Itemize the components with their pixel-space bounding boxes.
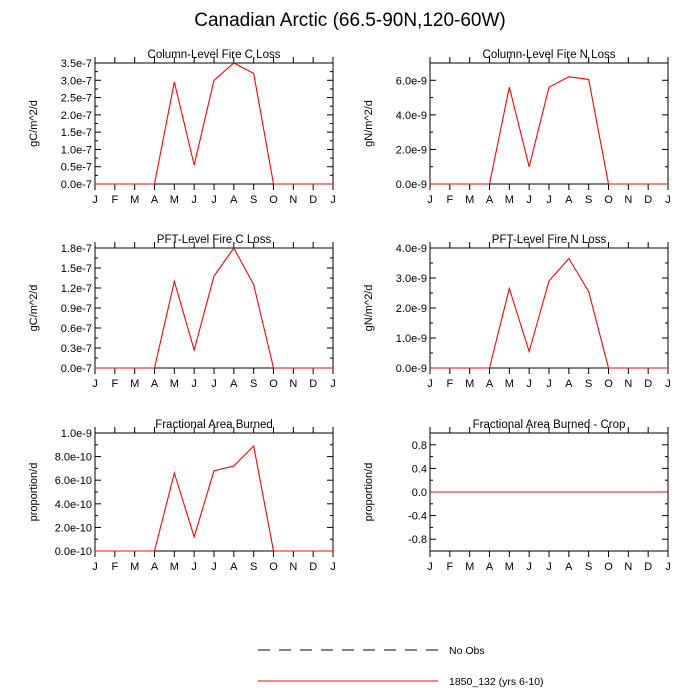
x-tick-label: J [665,194,671,206]
chart-title: PFT-Level Fire C Loss [156,234,272,246]
x-tick-label: D [309,194,318,206]
y-tick-label: 1.2e-7 [60,283,92,295]
x-tick-label: J [92,561,98,573]
y-tick-label: 6.0e-10 [54,475,92,488]
x-tick-label: D [309,561,318,573]
y-tick-label: -0.4 [408,510,427,523]
y-axis-label: gN/m^2/d [363,284,375,332]
x-tick-label: J [546,561,552,573]
x-tick-label: J [191,561,197,573]
y-tick-label: 0.0 [411,487,427,499]
y-tick-label: 0.6e-7 [60,323,92,335]
x-tick-label: M [504,378,514,390]
x-tick-label: M [130,194,140,206]
x-tick-label: O [604,561,613,573]
y-tick-label: 0.0e-7 [60,179,92,191]
x-tick-label: O [604,378,613,390]
y-tick-label: 1.0e-9 [60,428,92,440]
y-tick-label: 2.0e-9 [395,144,427,157]
x-tick-label: A [230,378,238,390]
y-tick-label: 0.8 [411,439,427,452]
y-tick-label: 0.9e-7 [60,303,92,315]
y-tick-label: 2.5e-7 [60,92,92,105]
y-tick-label: -0.8 [408,534,427,547]
x-tick-label: M [169,378,179,390]
chart-title: PFT-Level Fire N Loss [491,234,607,246]
x-tick-label: J [330,561,336,573]
chart-panel-2 [363,49,671,206]
x-tick-label: M [169,194,179,206]
series-line-1 [95,63,333,184]
x-tick-label: A [485,194,494,206]
x-tick-label: N [289,194,298,206]
y-tick-label: 2.0e-10 [54,522,92,535]
x-tick-label: J [211,378,217,390]
x-tick-label: J [546,194,552,206]
x-tick-label: A [230,194,238,206]
chart-panel-3 [28,234,336,390]
x-tick-label: S [249,561,258,573]
figure-title: Canadian Arctic (66.5-90N,120-60W) [194,10,506,31]
plot-frame [95,433,333,551]
x-tick-label: J [665,561,671,573]
x-tick-label: M [504,194,514,206]
x-tick-label: M [465,561,475,573]
x-tick-label: M [169,561,179,573]
y-axis-label: gC/m^2/d [28,284,40,332]
legend [258,645,544,688]
chart-title: Fractional Area Burned - Crop [472,419,626,431]
chart-title: Fractional Area Burned [155,419,273,431]
x-tick-label: N [289,378,298,390]
y-tick-label: 2.0e-9 [395,303,427,315]
chart-panel-4 [363,234,671,390]
x-tick-label: M [504,561,514,573]
x-tick-label: J [211,561,217,573]
y-tick-label: 1.0e-7 [60,144,92,157]
series-line-1 [430,259,668,369]
y-tick-label: 2.0e-7 [60,109,92,122]
y-tick-label: 1.0e-9 [395,333,427,345]
chart-panel-1 [28,49,336,206]
y-tick-label: 0.3e-7 [60,343,92,355]
plot-frame [95,248,333,368]
x-tick-label: J [211,194,217,206]
x-tick-label: N [624,378,633,390]
x-tick-label: A [485,378,494,390]
plot-frame [430,248,668,368]
x-tick-label: F [446,378,454,390]
y-tick-label: 4.0e-9 [395,243,427,255]
x-tick-label: J [427,194,433,206]
x-tick-label: J [92,194,98,206]
x-tick-label: J [330,194,336,206]
y-axis-label: gN/m^2/d [363,100,375,147]
y-tick-label: 0.0e-10 [54,546,92,558]
x-tick-label: O [269,561,278,573]
y-tick-label: 0.0e-9 [395,363,427,375]
x-tick-label: J [191,194,197,206]
y-tick-label: 4.0e-10 [54,498,92,511]
x-tick-label: F [111,561,119,573]
x-tick-label: A [230,561,238,573]
x-tick-label: D [644,194,653,206]
y-tick-label: 3.5e-7 [60,58,92,70]
y-axis-label: proportion/d [28,462,40,522]
x-tick-label: S [249,378,258,390]
x-tick-label: A [565,378,573,390]
x-tick-label: J [546,378,552,390]
y-tick-label: 8.0e-10 [54,451,92,464]
y-tick-label: 3.0e-7 [60,75,92,88]
x-tick-label: F [111,378,119,390]
x-tick-label: N [289,561,298,573]
x-tick-label: N [624,194,633,206]
x-tick-label: A [565,561,573,573]
y-tick-label: 1.5e-7 [60,263,92,275]
x-tick-label: O [269,378,278,390]
x-tick-label: O [604,194,613,206]
chart-panel-6 [363,419,671,573]
x-tick-label: S [584,194,593,206]
x-tick-label: D [644,378,653,390]
x-tick-label: M [465,378,475,390]
x-tick-label: J [191,378,197,390]
y-tick-label: 4.0e-9 [395,109,427,122]
x-tick-label: M [465,194,475,206]
x-tick-label: J [427,378,433,390]
legend-label-2: 1850_132 (yrs 6-10) [449,676,544,688]
y-tick-label: 0.4 [411,463,427,476]
chart-title: Column-Level Fire N Loss [482,49,616,61]
x-tick-label: A [565,194,573,206]
series-line-1 [430,77,668,184]
x-tick-label: M [130,561,140,573]
x-tick-label: J [665,378,671,390]
x-tick-label: A [150,194,159,206]
x-tick-label: A [150,378,159,390]
x-tick-label: N [624,561,633,573]
series-line-1 [95,446,333,551]
x-tick-label: J [526,378,532,390]
series-line-1 [95,248,333,368]
y-tick-label: 1.5e-7 [60,127,92,140]
x-tick-label: J [330,378,336,390]
y-tick-label: 3.0e-9 [395,273,427,285]
x-tick-label: S [584,378,593,390]
y-tick-label: 1.8e-7 [60,243,92,255]
x-tick-label: A [485,561,494,573]
x-tick-label: F [111,194,119,206]
chart-title: Column-Level Fire C Loss [147,49,281,61]
x-tick-label: D [644,561,653,573]
x-tick-label: J [427,561,433,573]
x-tick-label: F [446,194,454,206]
y-tick-label: 0.5e-7 [60,161,92,174]
y-axis-label: proportion/d [363,462,375,522]
x-tick-label: J [526,561,532,573]
y-tick-label: 0.0e-9 [395,179,427,191]
y-axis-label: gC/m^2/d [28,100,40,147]
x-tick-label: F [446,561,454,573]
y-tick-label: 6.0e-9 [395,75,427,88]
x-tick-label: J [526,194,532,206]
x-tick-label: A [150,561,159,573]
x-tick-label: S [249,194,258,206]
legend-label-1: No Obs [449,645,485,657]
chart-panel-5 [28,419,336,573]
y-tick-label: 0.0e-7 [60,363,92,375]
x-tick-label: J [92,378,98,390]
x-tick-label: O [269,194,278,206]
x-tick-label: S [584,561,593,573]
plot-frame [430,63,668,184]
x-tick-label: D [309,378,318,390]
x-tick-label: M [130,378,140,390]
